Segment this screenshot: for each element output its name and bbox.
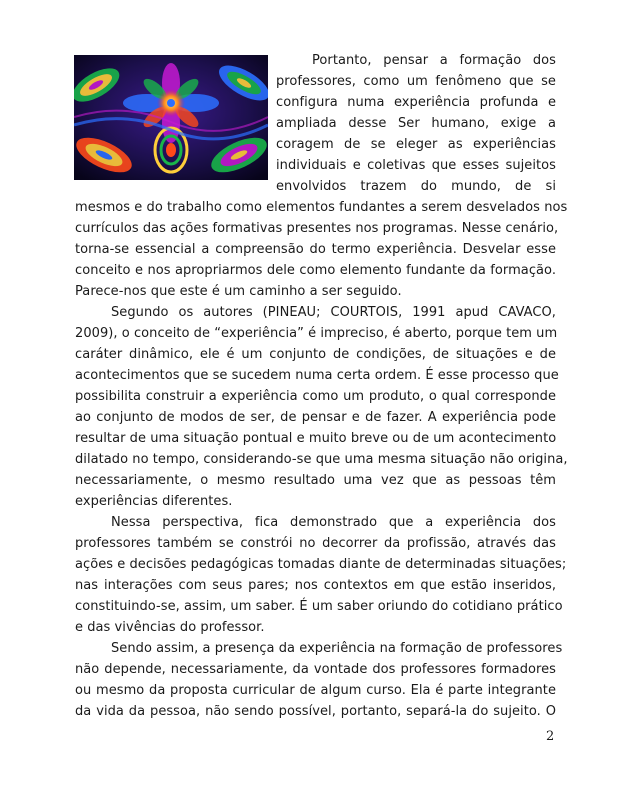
page-number: 2 — [546, 729, 555, 744]
text-line: coragem de se eleger as experiências — [276, 137, 556, 152]
text-line: experiências diferentes. — [75, 494, 233, 509]
text-line: nas interações com seus pares; nos contextos em que estão inseridos, — [75, 578, 556, 593]
fractal-illustration — [74, 55, 268, 180]
text-line: acontecimentos que se sucedem numa certa ordem. É esse processo que — [75, 368, 559, 383]
text-line: Portanto, pensar a formação dos — [312, 53, 556, 68]
text-line: não depende, necessariamente, da vontade dos professores formadores — [75, 662, 556, 677]
text-line: Nessa perspectiva, fica demonstrado que a experiência dos — [111, 515, 556, 530]
text-line: individuais e coletivas que esses sujeitos — [276, 158, 556, 173]
text-line: ou mesmo da proposta curricular de algum curso. Ela é parte integrante — [75, 683, 556, 698]
text-line: ampliada desse Ser humano, exige a — [276, 116, 556, 131]
text-line: conceito e nos apropriarmos dele como elemento fundante da formação. — [75, 263, 556, 278]
text-line: professores, como um fenômeno que se — [276, 74, 556, 89]
text-line: constituindo-se, assim, um saber. É um saber oriundo do cotidiano prático — [75, 599, 563, 614]
text-line: e das vivências do professor. — [75, 620, 265, 635]
text-line: ações e decisões pedagógicas tomadas diante de determinadas situações; — [75, 557, 567, 572]
text-line: professores também se constrói no decorrer da profissão, através das — [75, 536, 556, 551]
text-line: currículos das ações formativas presentes nos programas. Nesse cenário, — [75, 221, 559, 236]
text-line: 2009), o conceito de “experiência” é impreciso, é aberto, porque tem um — [75, 326, 558, 341]
text-line: da vida da pessoa, não sendo possível, portanto, separá-la do sujeito. O — [75, 704, 556, 719]
text-line: resultar de uma situação pontual e muito breve ou de um acontecimento — [75, 431, 557, 446]
text-line: mesmos e do trabalho como elementos fundantes a serem desvelados nos — [75, 200, 568, 215]
text-line: caráter dinâmico, ele é um conjunto de condições, de situações e de — [75, 347, 556, 362]
text-line: dilatado no tempo, considerando-se que uma mesma situação não origina, — [75, 452, 568, 467]
text-line: possibilita construir a experiência como um produto, o qual corresponde — [75, 389, 556, 404]
fractal-art-icon — [74, 55, 268, 180]
text-line: torna-se essencial a compreensão do termo experiência. Desvelar esse — [75, 242, 556, 257]
text-line: ao conjunto de modos de ser, de pensar e de fazer. A experiência pode — [75, 410, 556, 425]
text-line: Segundo os autores (PINEAU; COURTOIS, 1991 apud CAVACO, — [111, 305, 556, 320]
text-line: Sendo assim, a presença da experiência na formação de professores — [111, 641, 563, 656]
text-line: Parece-nos que este é um caminho a ser seguido. — [75, 284, 402, 299]
text-line: necessariamente, o mesmo resultado uma vez que as pessoas têm — [75, 473, 556, 488]
text-line: configura numa experiência profunda e — [276, 95, 556, 110]
text-line: envolvidos trazem do mundo, de si — [276, 179, 556, 194]
